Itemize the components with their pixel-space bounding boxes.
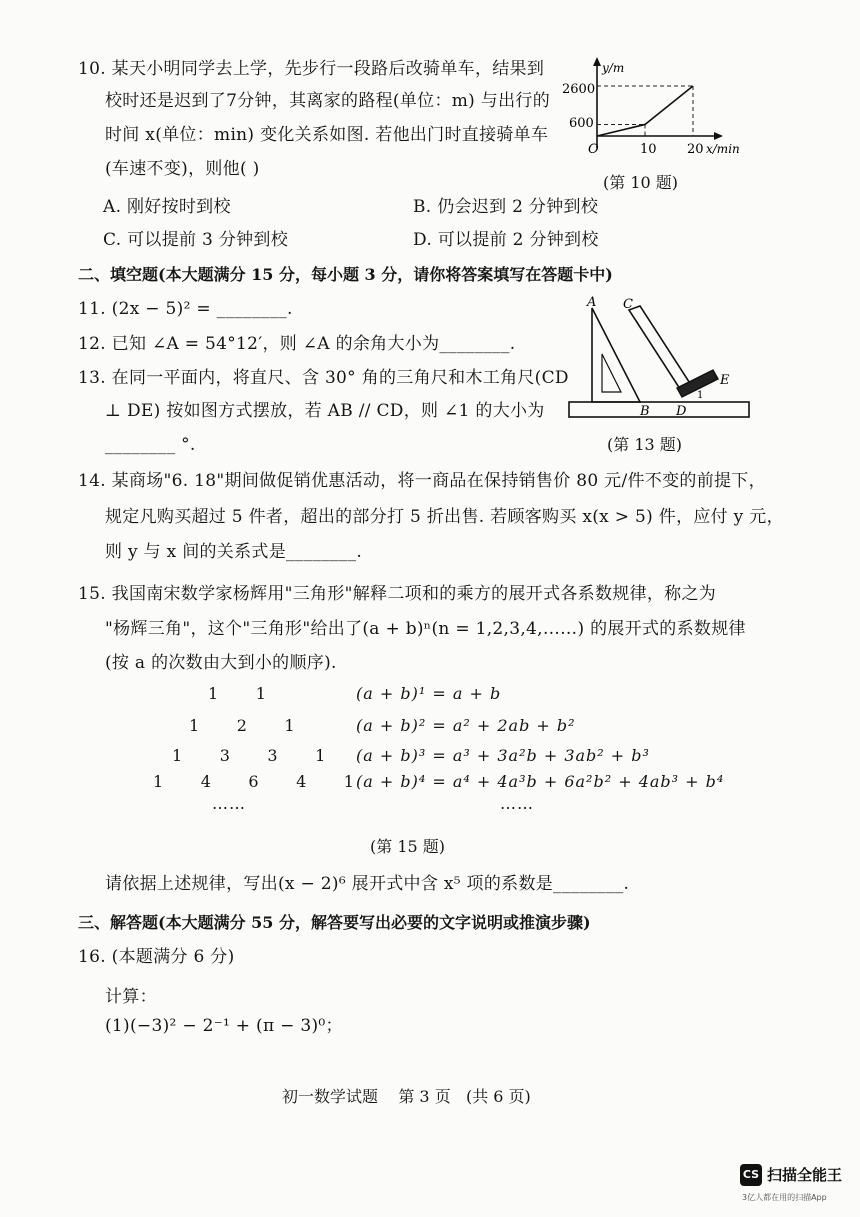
label-e: E: [720, 373, 730, 388]
expansion-1: (a + b)¹ = a + b: [356, 684, 502, 703]
q15-caption: (第 15 题): [370, 837, 446, 856]
y-tick-2600: 2600: [562, 82, 596, 97]
q13-line-1: 13. 在同一平面内，将直尺、含 30° 角的三角尺和木工角尺(CD: [78, 368, 569, 388]
ruler: [569, 402, 749, 417]
q14-line-2: 规定凡购买超过 5 件者，超出的部分打 5 折出售. 若顾客购买 x(x > 5) 件，应付 y 元，: [105, 507, 784, 527]
q10-option-a: A. 刚好按时到校: [103, 197, 231, 217]
q11-text: 11. (2x − 5)² = ________.: [78, 299, 293, 319]
camscanner-sub: 3亿人都在用的扫描App: [742, 1193, 827, 1202]
triangle-row-1: 1 1: [208, 684, 267, 703]
carpenter-square-long: [629, 306, 693, 392]
x-axis-label: x/min: [706, 142, 740, 156]
triangle-row-4: 1 4 6 4 1: [153, 772, 355, 791]
q13-caption: (第 13 题): [607, 435, 683, 454]
label-1: 1: [697, 390, 704, 401]
camscanner-name: 扫描全能王: [767, 1166, 843, 1184]
q10-line-1: 10. 某天小明同学去上学，先步行一段路后改骑单车，结果到: [78, 59, 545, 79]
label-d: D: [676, 404, 687, 419]
q15-line-2: "杨辉三角"，这个"三角形"给出了(a + b)ⁿ(n = 1,2,3,4,……) 的展开式的系数规律: [105, 619, 746, 639]
page-footer: 初一数学试题 第 3 页 (共 6 页): [282, 1087, 531, 1106]
triangle-row-3: 1 3 3 1: [172, 746, 327, 765]
q16-part1: (1)(−3)² − 2⁻¹ + (π − 3)⁰；: [105, 1016, 343, 1036]
y-tick-600: 600: [569, 116, 594, 131]
section3-heading: 三、解答题(本大题满分 55 分，解答要写出必要的文字说明或推演步骤): [78, 913, 591, 932]
x-tick-20: 20: [687, 142, 704, 157]
q15-question: 请依据上述规律，写出(x − 2)⁶ 展开式中含 x⁵ 项的系数是________.: [105, 874, 630, 894]
camscanner-logo: CS: [740, 1164, 762, 1186]
q13-figure: [565, 296, 765, 426]
q15-line-1: 15. 我国南宋数学家杨辉用"三角形"解释二项和的乘方的展开式各系数规律，称之为: [78, 584, 717, 604]
expansion-3: (a + b)³ = a³ + 3a²b + 3ab² + b³: [356, 746, 650, 765]
triangle-ruler: [592, 308, 640, 402]
distance-line: [597, 86, 693, 136]
x-axis-arrow: [714, 132, 723, 140]
origin-label: O: [588, 142, 599, 157]
q13-line-3: ________ °.: [105, 435, 196, 455]
label-a: A: [587, 296, 597, 310]
q10-option-c: C. 可以提前 3 分钟到校: [103, 230, 289, 250]
q10-graph: [560, 56, 760, 166]
q10-option-b: B. 仍会迟到 2 分钟到校: [413, 197, 599, 217]
q10-line-2: 校时还是迟到了7分钟，其离家的路程(单位：m) 与出行的: [105, 91, 551, 111]
q10-option-d: D. 可以提前 2 分钟到校: [413, 230, 599, 250]
q16-title: 16. (本题满分 6 分): [78, 947, 235, 967]
expansion-2: (a + b)² = a² + 2ab + b²: [356, 716, 576, 735]
q15-line-3: (按 a 的次数由大到小的顺序).: [105, 653, 337, 673]
label-c: C: [623, 297, 633, 312]
triangle-row-2: 1 2 1: [189, 716, 296, 735]
q10-line-4: (车速不变)，则他( ): [105, 159, 260, 179]
expansion-4: (a + b)⁴ = a⁴ + 4a³b + 6a²b² + 4ab³ + b⁴: [356, 772, 725, 791]
q10-line-3: 时间 x(单位：min) 变化关系如图. 若他出门时直接骑单车: [105, 125, 549, 145]
q12-text: 12. 已知 ∠A = 54°12′，则 ∠A 的余角大小为________.: [78, 334, 516, 354]
q16-calc: 计算：: [105, 987, 157, 1007]
expansion-dots: ……: [500, 794, 534, 813]
q14-line-1: 14. 某商场"6. 18"期间做促销优惠活动，将一商品在保持销售价 80 元/件不变的前提下，: [78, 471, 766, 491]
x-tick-10: 10: [640, 142, 657, 157]
label-b: B: [640, 404, 650, 419]
section2-heading: 二、填空题(本大题满分 15 分，每小题 3 分，请你将答案填写在答题卡中): [78, 265, 613, 284]
q10-caption: (第 10 题): [603, 173, 679, 192]
y-axis-arrow: [593, 57, 601, 66]
y-axis-label: y/m: [602, 61, 625, 75]
q13-line-2: ⊥ DE) 按如图方式摆放，若 AB // CD，则 ∠1 的大小为: [105, 401, 545, 421]
triangle-dots: ……: [212, 794, 246, 813]
q14-line-3: 则 y 与 x 间的关系式是________.: [105, 542, 363, 562]
